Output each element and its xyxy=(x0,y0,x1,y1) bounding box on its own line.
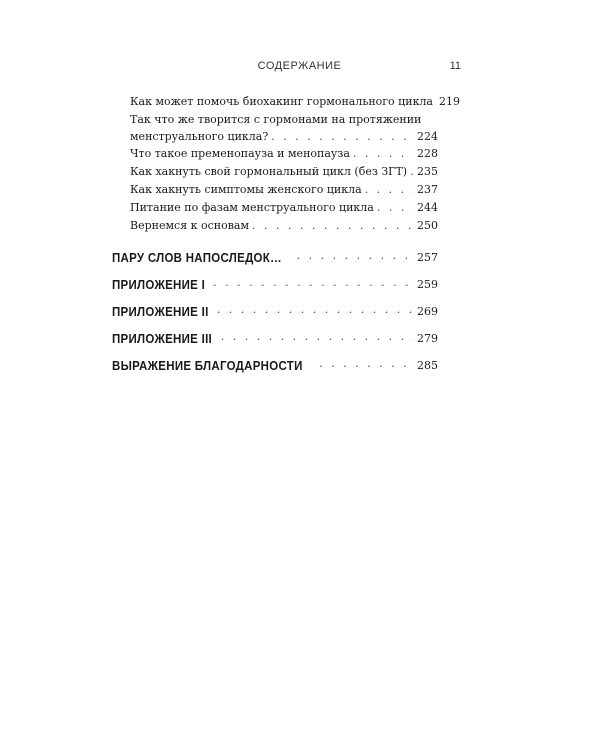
leader-dots xyxy=(377,201,414,215)
leader-dots xyxy=(217,302,414,318)
toc-section[interactable] xyxy=(112,356,438,374)
toc-section-page: 279 xyxy=(417,332,438,345)
leader-dots xyxy=(410,165,414,179)
toc-entry[interactable] xyxy=(130,147,438,161)
toc-section-page: 257 xyxy=(417,251,438,264)
toc-section-label: ПРИЛОЖЕНИЕ III xyxy=(112,332,213,346)
toc-entry-label: Как может помочь биохакинг гормонального цикла xyxy=(130,95,433,108)
toc-section-page: 285 xyxy=(417,359,438,372)
toc-entry-label-line2: менструального цикла? xyxy=(130,130,269,143)
toc-entry[interactable] xyxy=(130,201,438,215)
toc-section-label: ПРИЛОЖЕНИЕ I xyxy=(112,278,206,292)
toc-section-label: ПАРУ СЛОВ НАПОСЛЕДОК… xyxy=(112,251,282,265)
leader-dots xyxy=(319,356,414,372)
leader-dots xyxy=(271,130,414,144)
toc-section[interactable] xyxy=(112,248,438,266)
running-head xyxy=(112,60,487,76)
toc-entry-label: Как хакнуть свой гормональный цикл (без ЗГТ) xyxy=(130,165,408,178)
toc-entry-label-line1: Так что же творится с гормонами на протяжении xyxy=(130,113,422,126)
toc-section[interactable] xyxy=(112,329,438,347)
toc-entry-page: 244 xyxy=(417,201,438,214)
toc-entry[interactable] xyxy=(130,165,438,179)
toc-entry[interactable] xyxy=(130,219,438,233)
toc-entry[interactable] xyxy=(130,95,460,109)
leader-dots xyxy=(221,329,414,345)
toc-entry-label: Что такое пременопауза и менопауза xyxy=(130,147,350,160)
leader-dots xyxy=(353,147,414,161)
toc-section-label: ВЫРАЖЕНИЕ БЛАГОДАРНОСТИ xyxy=(112,359,303,373)
toc-entry-label: Вернемся к основам xyxy=(130,219,250,232)
toc-section-page: 259 xyxy=(417,278,438,291)
toc-entry-page: 250 xyxy=(417,219,438,232)
toc-entry-label: Питание по фазам менструального цикла xyxy=(130,201,374,214)
toc-section-label: ПРИЛОЖЕНИЕ II xyxy=(112,305,209,319)
toc-entry-page: 235 xyxy=(417,165,438,178)
leader-dots xyxy=(365,183,414,197)
toc-section[interactable] xyxy=(112,302,438,320)
toc-entry-page: 228 xyxy=(417,147,438,160)
toc-entry[interactable] xyxy=(130,113,438,144)
toc-section-page: 269 xyxy=(417,305,438,318)
toc-entry-page: 224 xyxy=(417,130,438,143)
toc-entry-page: 219 xyxy=(439,95,460,108)
page-number: 11 xyxy=(449,60,461,72)
toc-section[interactable] xyxy=(112,275,438,293)
toc-entry[interactable] xyxy=(130,183,438,197)
toc-entry-label: Как хакнуть симптомы женского цикла xyxy=(130,183,362,196)
running-title: СОДЕРЖАНИЕ xyxy=(257,60,342,72)
leader-dots xyxy=(252,219,414,233)
leader-dots xyxy=(213,275,414,291)
leader-dots xyxy=(297,248,414,264)
toc-entry-page: 237 xyxy=(417,183,438,196)
